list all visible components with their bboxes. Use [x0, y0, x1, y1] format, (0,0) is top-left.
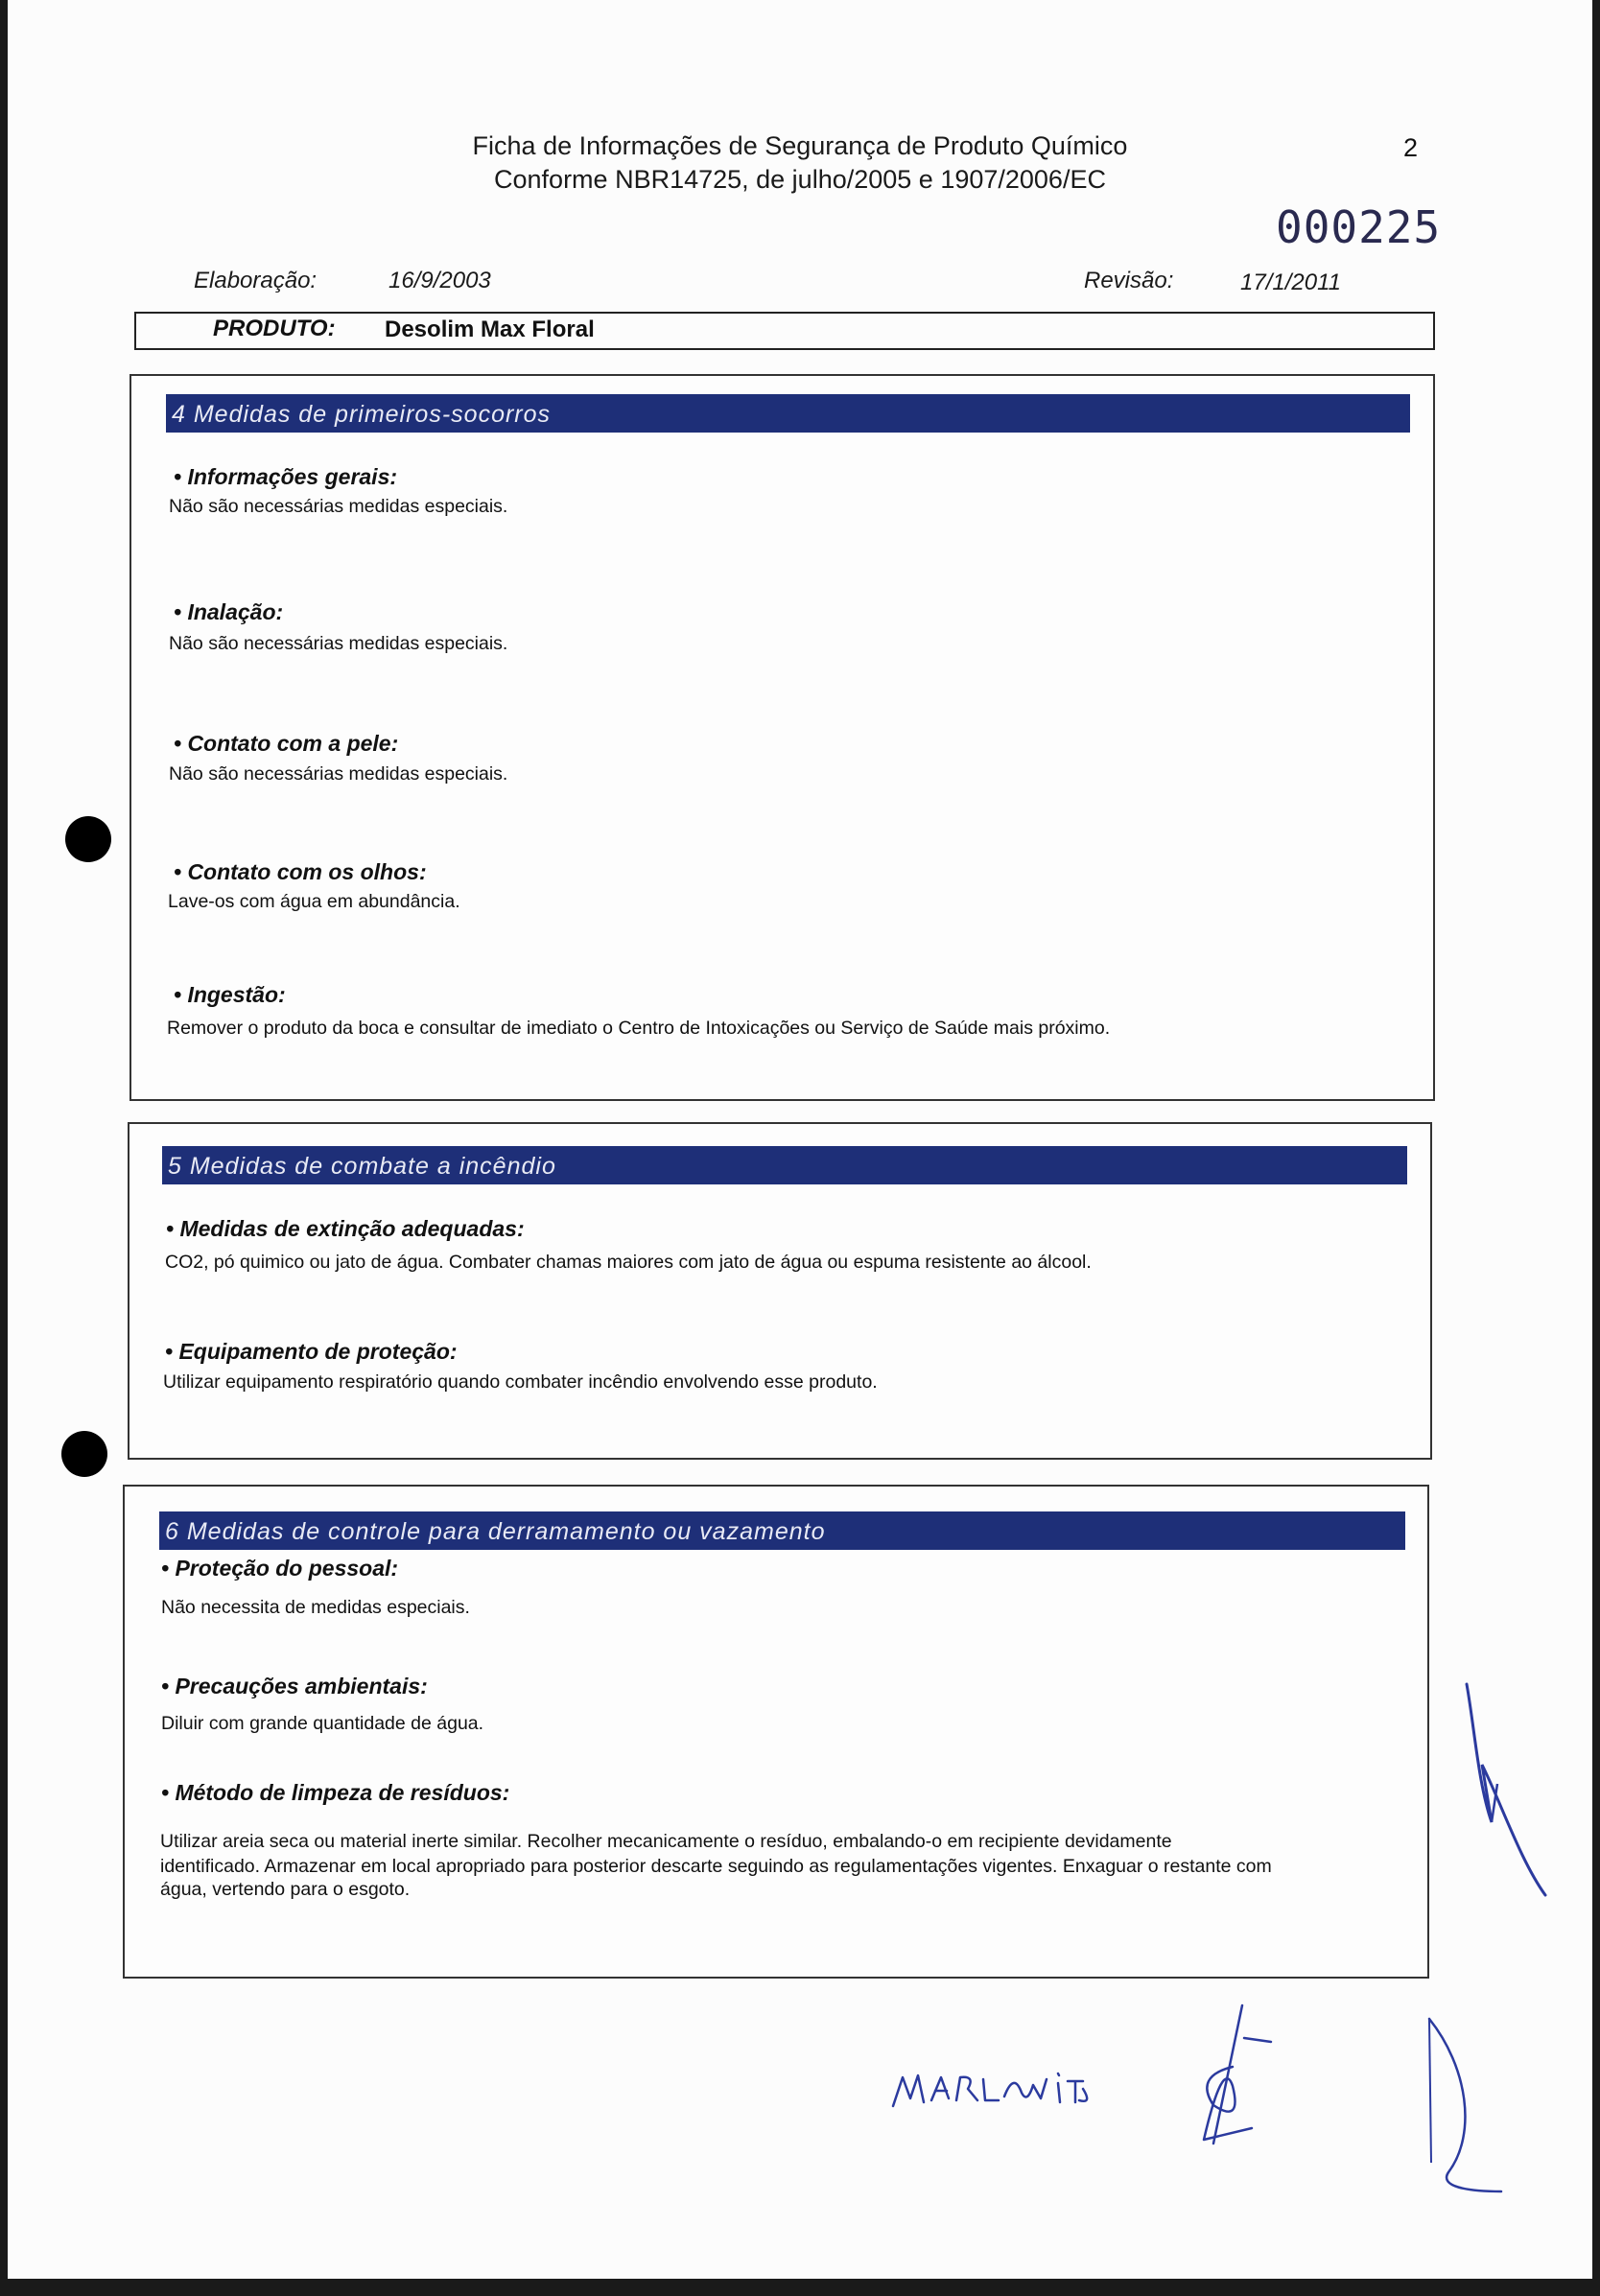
punch-hole-lower [61, 1431, 107, 1477]
first-aid-general-text: Não são necessárias medidas especiais. [169, 496, 508, 517]
revisao-date: 17/1/2011 [1240, 269, 1341, 295]
first-aid-skin-heading: • Contato com a pele: [174, 731, 399, 756]
first-aid-ingestion-text: Remover o produto da boca e consultar de imediato o Centro de Intoxicações ou Serviço de Saúde mais próximo. [167, 1018, 1111, 1039]
document-title-line1: Ficha de Informações de Segurança de Produto Químico [472, 131, 1128, 160]
section-first-aid-header: 4 Medidas de primeiros-socorros [166, 394, 1410, 433]
first-aid-inhalation-text: Não são necessárias medidas especiais. [169, 633, 508, 654]
punch-hole-upper [65, 816, 111, 862]
first-aid-eyes-text: Lave-os com água em abundância. [168, 891, 460, 912]
product-name: Desolim Max Floral [385, 316, 595, 342]
handwritten-signature-name [887, 2052, 1089, 2129]
first-aid-eyes-heading: • Contato com os olhos: [174, 859, 427, 884]
revisao-label: Revisão: [1084, 268, 1174, 293]
spill-cleanup-line1: Utilizar areia seca ou material inerte similar. Recolher mecanicamente o resíduo, embalando-o em recipiente devidamente [160, 1831, 1172, 1852]
handwritten-bracket-mark [1410, 2009, 1506, 2201]
page-number: 2 [1403, 133, 1419, 162]
fire-extinction-text: CO2, pó quimico ou jato de água. Combater chamas maiores com jato de água ou espuma resistente ao álcool. [165, 1252, 1092, 1273]
document-title-line2: Conforme NBR14725, de julho/2005 e 1907/2006/EC [494, 165, 1106, 194]
spill-personal-protection-text: Não necessita de medidas especiais. [161, 1597, 470, 1618]
product-label: PRODUTO: [213, 316, 336, 341]
section-fire-fighting-header: 5 Medidas de combate a incêndio [162, 1146, 1407, 1184]
first-aid-inhalation-heading: • Inalação: [174, 599, 284, 624]
spill-cleanup-heading: • Método de limpeza de resíduos: [161, 1780, 510, 1805]
first-aid-general-heading: • Informações gerais: [174, 464, 398, 489]
fire-extinction-heading: • Medidas de extinção adequadas: [166, 1216, 525, 1241]
fire-protection-equipment-heading: • Equipamento de proteção: [165, 1339, 458, 1364]
spill-personal-protection-heading: • Proteção do pessoal: [161, 1556, 399, 1581]
spill-environmental-heading: • Precauções ambientais: [161, 1674, 428, 1699]
spill-cleanup-line3: água, vertendo para o esgoto. [160, 1879, 411, 1900]
margin-initial-mark [1453, 1669, 1554, 1909]
handwritten-signature-mark [1175, 2000, 1281, 2153]
spill-cleanup-line2: identificado. Armazenar em local apropriado para posterior descarte seguindo as regulamentações vigentes. Enxaguar o restante com [160, 1856, 1272, 1877]
stamp-number: 000225 [1276, 201, 1442, 253]
first-aid-ingestion-heading: • Ingestão: [174, 982, 286, 1007]
fire-protection-equipment-text: Utilizar equipamento respiratório quando combater incêndio envolvendo esse produto. [163, 1371, 878, 1393]
elaboracao-date: 16/9/2003 [388, 268, 491, 293]
elaboracao-label: Elaboração: [194, 268, 318, 293]
section-spill-control-header: 6 Medidas de controle para derramamento ou vazamento [159, 1511, 1405, 1550]
first-aid-skin-text: Não são necessárias medidas especiais. [169, 763, 508, 785]
spill-environmental-text: Diluir com grande quantidade de água. [161, 1713, 484, 1734]
